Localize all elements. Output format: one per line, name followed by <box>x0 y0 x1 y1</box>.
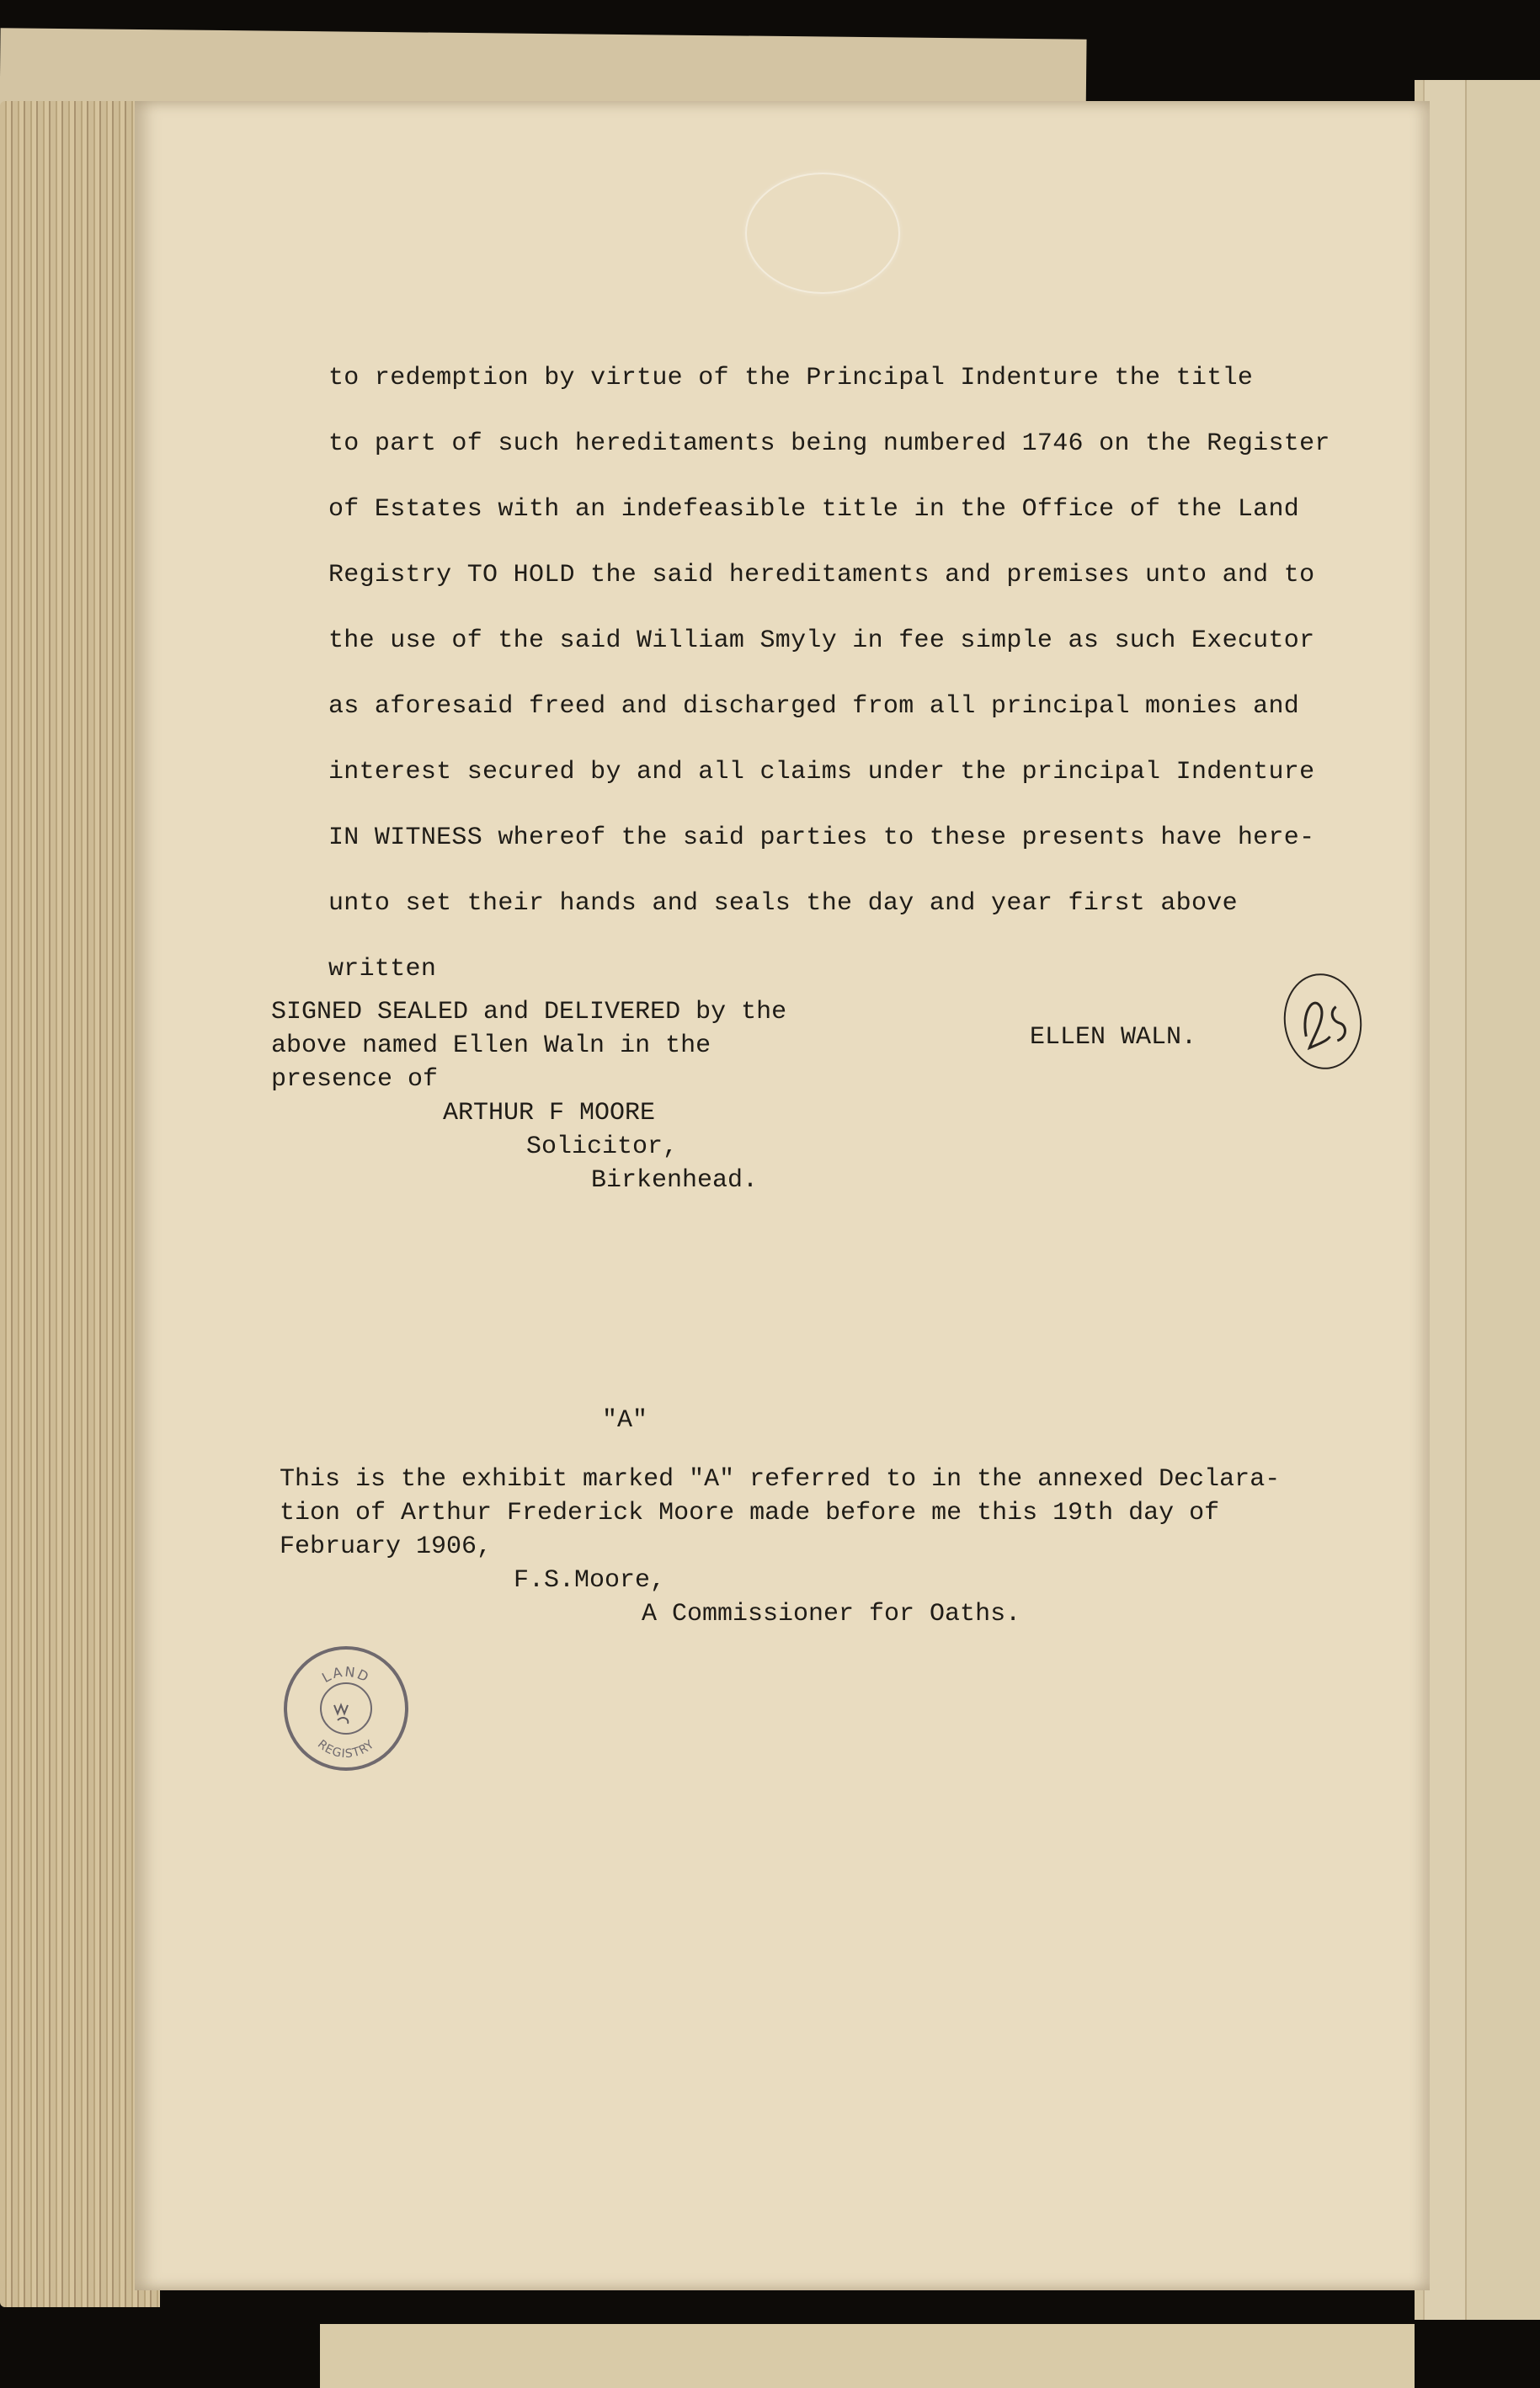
body-line: to part of such hereditaments being numbered 1746 on the Register <box>328 429 1330 458</box>
attestation-line: above named Ellen Waln in the <box>271 1031 711 1060</box>
exhibit-certificate <box>280 1463 1425 1631</box>
body-line: the use of the said William Smyly in fee simple as such Executor <box>328 626 1315 655</box>
deed-body-text <box>328 345 1448 1002</box>
bottom-paper-strip <box>320 2324 1415 2388</box>
body-line: as aforesaid freed and discharged from all principal monies and <box>328 692 1300 721</box>
commissioner-role: A Commissioner for Oaths. <box>642 1600 1021 1628</box>
exhibit-line: February 1906, <box>280 1532 493 1561</box>
body-line: interest secured by and all claims under the principal Indenture <box>328 758 1315 786</box>
attestation-line: presence of <box>271 1065 439 1094</box>
body-line: IN WITNESS whereof the said parties to these presents have here- <box>328 824 1315 852</box>
signer-name: ELLEN WALN. <box>1030 1023 1197 1052</box>
handwritten-initials-seal-icon <box>1278 968 1368 1074</box>
body-line: Registry TO HOLD the said hereditaments and premises unto and to <box>328 561 1315 589</box>
stamp-bottom-text: REGISTRY <box>314 1737 378 1762</box>
attestation-line: SIGNED SEALED and DELIVERED by the <box>271 998 787 1026</box>
exhibit-line: This is the exhibit marked "A" referred to in the annexed Declara- <box>280 1465 1281 1494</box>
exhibit-label: "A" <box>602 1406 648 1435</box>
witness-place: Birkenhead. <box>591 1166 759 1195</box>
stamp-top-text: LAND <box>319 1663 373 1687</box>
svg-text:REGISTRY <box>315 1737 377 1761</box>
body-line: to redemption by virtue of the Principal Indenture the title <box>328 364 1254 392</box>
attestation-clause <box>271 995 911 1197</box>
commissioner-name: F.S.Moore, <box>514 1566 666 1595</box>
body-line: written <box>328 955 437 983</box>
embossed-seal-icon <box>745 173 900 294</box>
exhibit-line: tion of Arthur Frederick Moore made before me this 19th day of <box>280 1499 1220 1527</box>
witness-title: Solicitor, <box>526 1133 679 1161</box>
witness-name: ARTHUR F MOORE <box>443 1099 656 1127</box>
document-page <box>135 101 1430 2290</box>
body-line: of Estates with an indefeasible title in the Office of the Land <box>328 495 1300 524</box>
land-registry-stamp-icon <box>284 1646 408 1771</box>
body-line: unto set their hands and seals the day and year first above <box>328 889 1238 918</box>
